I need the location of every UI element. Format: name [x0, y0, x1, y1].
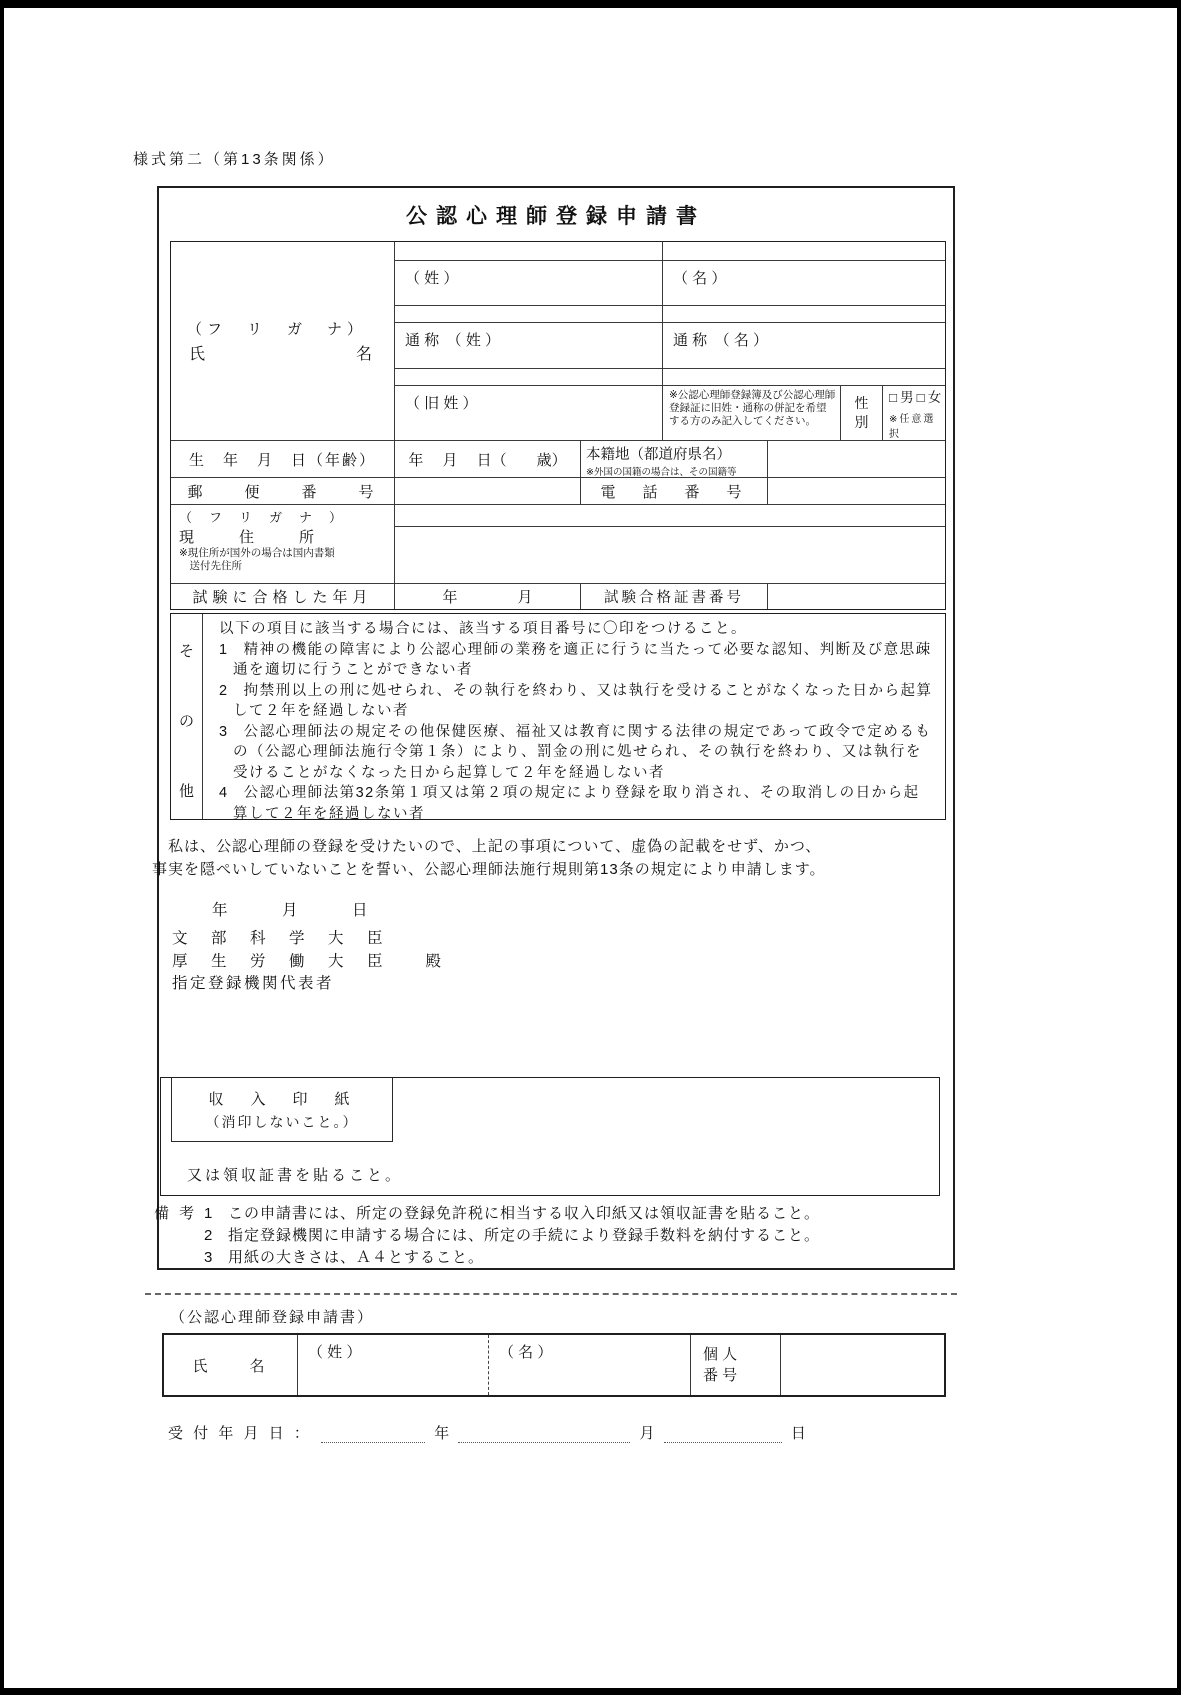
sex-label-bottom: 別 [854, 414, 869, 430]
address-label-cell [171, 505, 395, 584]
other-item-2-text: 拘禁刑以上の刑に処せられ、その執行を終わり、又は執行を受けることがなくなった日から起算して２年を経過しない者 [233, 682, 933, 719]
name-label-mei: 名 [355, 346, 372, 363]
cut-separator-line [145, 1293, 957, 1295]
other-item-1 [203, 640, 935, 681]
reception-unit-year: 年 [434, 1425, 450, 1442]
postal-code-input-cell [395, 478, 581, 505]
mei-label: （ 名 ） [673, 270, 727, 287]
tsusho-sei-cell [395, 323, 663, 369]
slip-personal-number-label-cell [691, 1335, 781, 1395]
phone-label-cell: 電 話 番 号 [581, 478, 768, 505]
revenue-stamp-note: （消印しないこと。） [205, 1113, 359, 1130]
other-item-1-number: 1 [219, 641, 229, 658]
sei-cell [395, 261, 663, 306]
slip-mei-cell [489, 1335, 691, 1395]
addressee-designated-registrar: 指定登録機関代表者 [172, 975, 335, 992]
furigana-tsusho-mei-input-cell [663, 306, 945, 323]
declaration-line1: 私は、公認心理師の登録を受けたいので、上記の事項について、虚偽の記載をせず、かつ、 [152, 838, 822, 855]
slip-sei-label: （ 姓 ） [308, 1344, 362, 1361]
remarks-label: 備 考 [154, 1205, 198, 1222]
scan-border-left [0, 0, 4, 1695]
birthdate-input-cell: 年 月 日（ 歳） [395, 441, 581, 478]
remark-1-number: 1 [204, 1205, 214, 1222]
kyusei-tsusho-note-cell: ※公認心理師登録簿及び公認心理師登録証に旧姓・通称の併記を希望する方のみ記入してください。 [663, 386, 841, 441]
application-date-line: 年 月 日 [212, 902, 370, 919]
furigana-mei-input-cell [663, 242, 945, 261]
reception-unit-month: 月 [639, 1425, 655, 1442]
remark-2-text: 指定登録機関に申請する場合には、所定の手続により登録手数料を納付すること。 [228, 1227, 821, 1244]
kyusei-label: （ 旧 姓 ） [405, 395, 478, 412]
other-item-4-text: 公認心理師法第32条第１項又は第２項の規定により登録を取り消され、その取消しの日から起算して２年を経過しない者 [233, 785, 920, 822]
reception-year-blank [321, 1427, 425, 1443]
name-label-cell [171, 242, 395, 441]
registered-domicile-label: 本籍地（都道府県名） [586, 447, 731, 463]
personal-info-table [170, 241, 946, 610]
stamp-area-box [160, 1077, 940, 1196]
slip-personal-number-input-cell [781, 1335, 944, 1395]
slip-table [162, 1333, 946, 1397]
declaration-paragraph [152, 835, 954, 881]
exam-pass-date-input-cell: 年 月 [395, 584, 581, 609]
form-title: 公認心理師登録申請書 [406, 205, 706, 228]
other-item-4 [203, 783, 935, 824]
remarks-block [154, 1203, 944, 1269]
furigana-kyusei-input-cell [395, 369, 663, 386]
address-note-line2: 送付先住所 [179, 560, 242, 572]
other-item-2 [203, 681, 935, 722]
exam-cert-number-input-cell [768, 584, 945, 609]
kyusei-cell [395, 386, 663, 441]
furigana-note-spacer-cell [663, 369, 945, 386]
furigana-tsusho-sei-input-cell [395, 306, 663, 323]
registered-domicile-cell [581, 441, 768, 478]
slip-caption: （公認心理師登録申請書） [170, 1309, 375, 1326]
sei-label: （ 姓 ） [405, 270, 459, 287]
addressee-block [172, 928, 445, 996]
sex-checkboxes: □男□女 [889, 390, 945, 405]
other-item-1-text: 精神の機能の障害により公認心理師の業務を適正に行うに当たって必要な認知、判断及び意思疎通を適切に行うことができない者 [233, 641, 932, 678]
revenue-stamp-box [171, 1078, 393, 1142]
other-item-2-number: 2 [219, 682, 229, 699]
slip-name-label-cell: 氏 名 [164, 1335, 298, 1395]
form-code: 様式第二（第13条関係） [133, 151, 336, 168]
scan-border-bottom [0, 1688, 1181, 1695]
sonota-char-no: の [178, 713, 194, 730]
reception-month-blank [458, 1427, 630, 1443]
reception-day-blank [664, 1427, 782, 1443]
sonota-char-so: そ [178, 643, 194, 660]
other-items-table [170, 613, 946, 820]
registered-domicile-input-cell [768, 441, 945, 478]
scan-border-right [1177, 0, 1181, 1695]
personal-number-label-bottom: 番 号 [703, 1367, 738, 1384]
sex-label-cell [841, 386, 883, 441]
address-note-line1: ※現住所が国外の場合は国内書類 [179, 547, 335, 559]
remark-1 [154, 1203, 944, 1225]
tsusho-sei-label: 通 称 （ 姓 ） [405, 332, 501, 349]
name-label-shi: 氏 [189, 346, 206, 363]
exam-pass-date-label-cell: 試験に合格した年月 [171, 584, 395, 609]
tsusho-mei-cell [663, 323, 945, 369]
receipt-alternative-note: 又は領収証書を貼ること。 [187, 1167, 404, 1184]
slip-mei-label: （ 名 ） [499, 1344, 553, 1361]
mei-cell [663, 261, 945, 306]
address-furigana-label: （ フ リ ガ ナ ） [179, 510, 345, 525]
birthdate-label-cell: 生 年 月 日（年齢） [171, 441, 395, 478]
address-label: 現 住 所 [179, 529, 315, 546]
other-item-3-number: 3 [219, 723, 229, 740]
addressee-mext-minister: 文 部 科 学 大 臣 [172, 930, 387, 947]
personal-number-label-top: 個 人 [703, 1346, 738, 1363]
addressee-mhlw-minister: 厚 生 労 働 大 臣 殿 [172, 952, 446, 970]
scan-border-top [0, 0, 1181, 8]
sex-label-top: 性 [854, 395, 869, 411]
declaration-line2: 事実を隠ぺいしていないことを誓い、公認心理師法施行規則第13条の規定により申請します。 [152, 861, 826, 878]
remark-2 [154, 1225, 944, 1247]
exam-cert-number-label-cell: 試験合格証書番号 [581, 584, 768, 609]
reception-date-label: 受 付 年 月 日 ： [168, 1425, 312, 1442]
other-items-intro: 以下の項目に該当する場合には、該当する項目番号に〇印をつけること。 [219, 621, 747, 637]
postal-code-label-cell: 郵 便 番 号 [171, 478, 395, 505]
remark-3-number: 3 [204, 1249, 214, 1266]
remark-2-number: 2 [204, 1227, 214, 1244]
reception-date-line [168, 1422, 806, 1443]
other-item-3 [203, 722, 935, 784]
other-item-3-text: 公認心理師法の規定その他保健医療、福祉又は教育に関する法律の規定であって政令で定めるもの（公認心理師法施行令第１条）により、罰金の刑に処せられ、その執行を終わり、又は執行を受けることがなくなった日から起算して２年を経過しない者 [233, 723, 932, 781]
other-items-text-area [203, 614, 945, 822]
furigana-sei-input-cell [395, 242, 663, 261]
remark-3 [154, 1247, 944, 1269]
other-item-4-number: 4 [219, 785, 229, 801]
registered-domicile-note: ※外国の国籍の場合は、その国籍等 [586, 467, 737, 478]
remark-3-text: 用紙の大きさは、Ａ４とすること。 [228, 1249, 485, 1266]
address-input-cell [395, 527, 945, 584]
name-furigana-label: （フ リ ガ ナ） [187, 321, 368, 338]
tsusho-mei-label: 通 称 （ 名 ） [673, 332, 769, 349]
address-furigana-input-cell [395, 505, 945, 527]
phone-input-cell [768, 478, 945, 505]
reception-unit-day: 日 [790, 1425, 806, 1442]
remark-1-text: この申請書には、所定の登録免許税に相当する収入印紙又は領収証書を貼ること。 [228, 1205, 821, 1222]
revenue-stamp-label: 収 入 印 紙 [208, 1090, 356, 1108]
sonota-char-ta: 他 [178, 783, 194, 800]
slip-sei-cell [298, 1335, 489, 1395]
sex-options-cell [883, 386, 945, 441]
other-items-side-label [171, 614, 203, 819]
sex-optional-note: ※任意選択 [889, 414, 936, 440]
